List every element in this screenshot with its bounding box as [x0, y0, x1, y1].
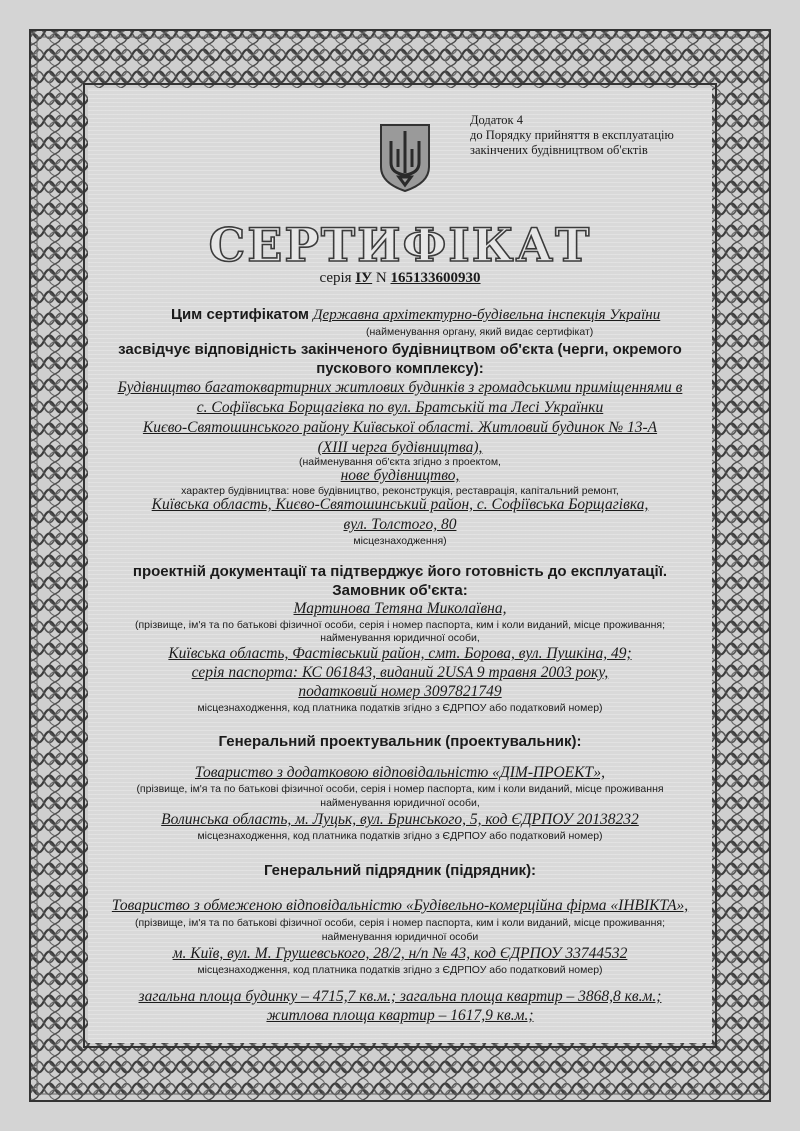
- serial-number-line: [0, 270, 800, 287]
- customer-heading: Замовник об'єкта:: [332, 582, 468, 599]
- designer-caption: (прізвище, ім'я та по батькові фізичної особи, серія і номер паспорта, ким і коли виданий, місце проживання: [136, 783, 664, 795]
- addendum-line: до Порядку прийняття в експлуатацію: [470, 128, 674, 142]
- contractor-name: Товариство з обмеженою відповідальністю «Будівельно-комерційна фірма «ІНВІКТА»,: [111, 897, 689, 914]
- designer-heading: Генеральний проектувальник (проектувальник):: [218, 733, 582, 750]
- contractor-caption: місцезнаходження, код платника податків згідно з ЄДРПОУ або податковий номер): [197, 964, 603, 976]
- customer-caption: найменування юридичної особи,: [320, 632, 480, 644]
- issuer-line: [171, 306, 660, 324]
- construction-caption: характер будівництва: нове будівництво, реконструкція, реставрація, капітальний ремонт,: [181, 485, 619, 497]
- issuer-name: Державна архітектурно-будівельна інспекція України: [313, 307, 661, 323]
- number-label: N: [375, 270, 387, 286]
- customer-address: Київська область, Фастівський район, смт. Борова, вул. Пушкіна, 49;: [168, 645, 632, 662]
- customer-passport: серія паспорта: КС 061843, виданий 2USA 9 травня 2003 року,: [191, 664, 609, 681]
- location-line: вул. Толстого, 80: [343, 516, 457, 533]
- location-line: Київська область, Києво-Святошинський район, с. Софіївська Борщагівка,: [151, 496, 649, 513]
- object-name-line: Києво-Святошинського району Київської області. Житловий будинок № 13-А: [142, 419, 658, 436]
- object-name-line: Будівництво багатоквартирних житлових будинків з громадськими приміщеннями в: [117, 379, 683, 396]
- certificate-number: 165133600930: [390, 270, 481, 286]
- customer-tax-number: податковий номер 3097821749: [298, 683, 502, 700]
- object-caption: (найменування об'єкта згідно з проектом,: [299, 456, 501, 468]
- addendum-note: [470, 113, 674, 158]
- compliance-statement: проектній документації та підтверджує його готовність до експлуатації.: [132, 563, 668, 580]
- designer-caption: місцезнаходження, код платника податків згідно з ЄДРПОУ або податковий номер): [197, 830, 603, 842]
- certificate-title: СЕРТИФІКАТ: [208, 218, 592, 272]
- contractor-address: м. Київ, вул. М. Грушевського, 28/2, н/п № 43, код ЄДРПОУ 33744532: [172, 945, 628, 962]
- object-name-line: с. Софіївська Борщагівка по вул. Братській та Лесі Українки: [196, 399, 604, 416]
- certifies-line: засвідчує відповідність закінченого будівництвом об'єкта (черги, окремого: [118, 341, 682, 358]
- construction-type: нове будівництво,: [340, 467, 460, 484]
- contractor-caption: (прізвище, ім'я та по батькові фізичної особи, серія і номер паспорта, ким і коли виданий, місце проживання;: [134, 917, 666, 929]
- designer-name: Товариство з додатковою відповідальністю «ДІМ-ПРОЕКТ»,: [194, 764, 606, 781]
- addendum-line: закінчених будівництвом об'єктів: [470, 143, 648, 157]
- issuer-lead: Цим сертифікатом: [171, 306, 310, 323]
- customer-name: Мартинова Тетяна Миколаївна,: [293, 600, 507, 617]
- trident-emblem-icon: [377, 121, 433, 193]
- addendum-line: Додаток 4: [470, 113, 523, 127]
- designer-address: Волинська область, м. Луцьк, вул. Бринського, 5, код ЄДРПОУ 20138232: [161, 811, 639, 828]
- location-caption: місцезнаходження): [353, 535, 447, 547]
- issuer-caption: (найменування органу, який видає сертифікат): [366, 326, 594, 338]
- areas-line: загальна площа будинку – 4715,7 кв.м.; загальна площа квартир – 3868,8 кв.м.;: [138, 988, 662, 1005]
- designer-caption: найменування юридичної особи,: [320, 797, 480, 809]
- series-value: ІУ: [355, 270, 373, 286]
- customer-caption: місцезнаходження, код платника податків згідно з ЄДРПОУ або податковий номер): [197, 702, 603, 714]
- contractor-caption: найменування юридичної особи: [321, 931, 479, 943]
- certifies-line: пускового комплексу):: [316, 360, 484, 377]
- object-name-line: (XIII черга будівництва),: [317, 439, 483, 456]
- contractor-heading: Генеральний підрядник (підрядник):: [263, 862, 537, 879]
- customer-caption: (прізвище, ім'я та по батькові фізичної особи, серія і номер паспорта, ким і коли виданий, місце проживання;: [134, 619, 666, 631]
- series-label: серія: [319, 270, 352, 286]
- areas-line: житлова площа квартир – 1617,9 кв.м.;: [266, 1007, 534, 1024]
